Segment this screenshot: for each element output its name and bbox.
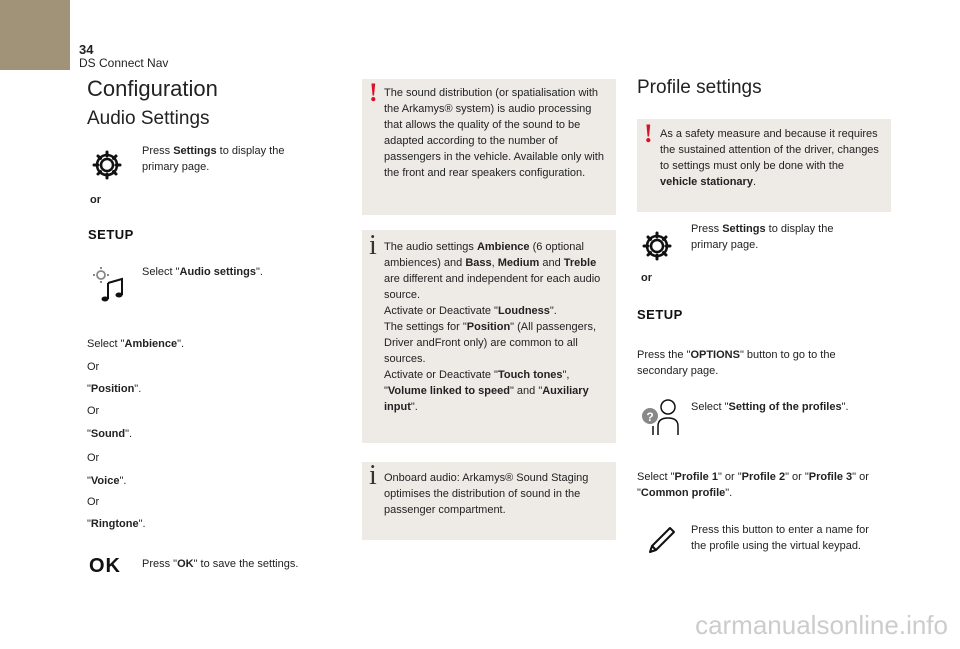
pencil-icon <box>644 522 680 558</box>
watermark-text: carmanualsonline.info <box>695 610 948 640</box>
options-text: Press the "OPTIONS" button to go to the secondary page. <box>637 349 836 377</box>
setup-button-label: SETUP <box>88 227 134 242</box>
audio-settings-icon <box>90 265 128 303</box>
page-subtitle: DS Connect Nav <box>79 56 169 70</box>
section-audio-settings: Audio Settings <box>87 108 210 129</box>
warning-text: As a safety measure and because it requires the sustained attention of the driver, changes to settings must only be done with the vehicle stationary. <box>660 128 879 188</box>
profile-select-text: Select "Profile 1" or "Profile 2" or "Profile 3" or "Common profile". <box>637 471 869 499</box>
gear-icon <box>640 229 674 263</box>
section-profile-settings: Profile settings <box>637 77 762 98</box>
option-line: "Ringtone". <box>87 518 146 530</box>
option-line: Or <box>87 496 100 508</box>
option-line: Or <box>87 361 100 373</box>
gear-icon <box>90 148 124 182</box>
warning-box-spatialisation <box>362 79 616 215</box>
info-box-audio-settings <box>362 230 616 443</box>
option-line: Select "Ambience". <box>87 338 185 350</box>
info-box-arkamys <box>362 462 616 540</box>
page-title: Configuration <box>87 76 218 101</box>
press-settings-text: Press Settings to display the primary page. <box>142 145 285 173</box>
setup-button-label: SETUP <box>637 307 683 322</box>
press-name-text: Press this button to enter a name for the profile using the virtual keypad. <box>691 524 869 552</box>
option-line: Or <box>87 452 100 464</box>
option-line: "Position". <box>87 383 142 395</box>
option-line: "Voice". <box>87 475 127 487</box>
ok-button-label: OK <box>89 555 121 577</box>
profile-settings-icon <box>640 396 682 436</box>
page-number: 34 <box>79 42 94 57</box>
warning-icon: ! <box>644 119 653 148</box>
info-icon: i <box>369 230 377 261</box>
info-icon: i <box>369 460 377 491</box>
warning-box-safety <box>637 119 891 212</box>
option-line: Or <box>87 405 100 417</box>
select-profiles-text: Select "Setting of the profiles". <box>691 401 849 413</box>
select-audio-settings-text: Select "Audio settings". <box>142 266 263 278</box>
page-corner-tab <box>0 0 70 70</box>
or-label: or <box>641 272 652 284</box>
info-text: The audio settings Ambience (6 optional ambiences) and Bass, Medium and Treble are different and independent for each audio source. Activate or Deactivate "Loudness". The settings for "Position" (All passengers, Driver andFront only) are common to all sources. Activate or Deactivate "Touch tones", "Volume linked to speed" and "Auxiliary input". <box>384 241 601 413</box>
warning-icon: ! <box>369 78 378 107</box>
press-ok-text: Press "OK" to save the settings. <box>142 558 299 570</box>
option-line: "Sound". <box>87 428 133 440</box>
info-text: Onboard audio: Arkamys® Sound Staging optimises the distribution of sound in the passenger compartment. <box>384 472 589 516</box>
press-settings-text: Press Settings to display the primary page. <box>691 223 834 251</box>
warning-text: The sound distribution (or spatialisation with the Arkamys® system) is audio processing that allows the quality of the sound to be adapted according to the number of passengers in the vehicle. Available only with the front and rear speakers configuration. <box>384 87 604 179</box>
or-label: or <box>90 194 101 206</box>
svg-text:?: ? <box>646 410 654 424</box>
